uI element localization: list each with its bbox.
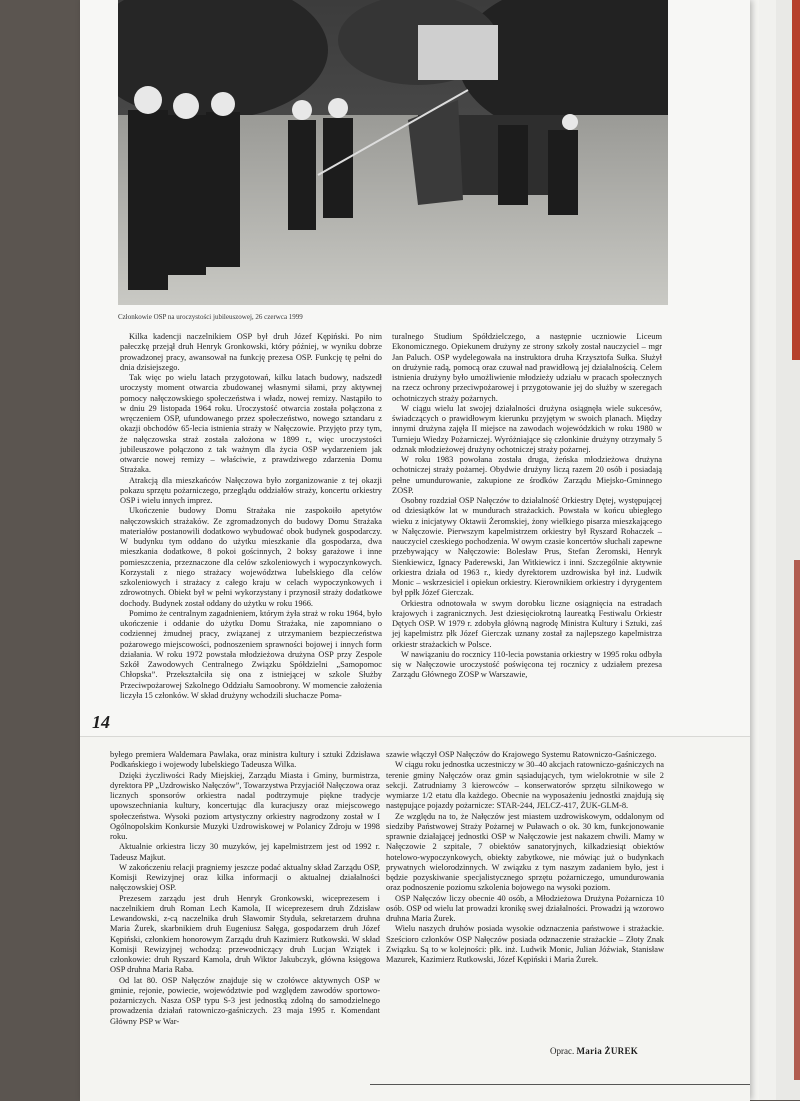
photo-firefighters-ceremony — [118, 0, 668, 305]
paragraph: Ukończenie budowy Domu Strażaka nie zaspokoiło apetytów nałęczowskich strażaków. Ze zgromadzonych do budowy Domu Strażaka materiałów postanowili dodatkowo wybudować obok budynek gospodarczy. W budynku tym oddano do użytku mieszkanie dla gospodarza, dwa mieszkania dodatkowe, 8 pokoi gościnnych, 2 boksy garażowe i inne pomieszczenia, przeznaczone dla celów szkoleniowych i wypoczynkowych. Korzystali z niego strażacy województwa lubelskiego dla celów szkoleniowych i strażacy z całego kraju w celach wypoczynkowych i zdrowotnych. Obiekt był w pełni wykorzystany i przynosił straży dodatkowe dochody. Budynek został oddany do użytku w roku 1966. — [120, 506, 382, 608]
paragraph: turalnego Studium Spółdzielczego, a następnie uczniowie Liceum Ekonomicznego. Opiekunem drużyny ze strony szkoły został nauczyciel – mgr Jan Paluch. OSP wydelegowała na instruktora druha Krzysztofa Sułka. Służył on drużynie radą, pomocą oraz czuwał nad prawidłową jej działalnością. Celem istnienia drużyny było umożliwienie młodzieży udziału w pracach społecznych na rzecz ochrony przeciwpożarowej i przygotowanie jej do służby w szeregach ochotniczych straży pożarnych. — [392, 332, 662, 403]
photo-caption: Członkowie OSP na uroczystości jubileuszowej, 26 czerwca 1999 — [118, 313, 303, 321]
paragraph: W zakończeniu relacji pragniemy jeszcze podać aktualny skład Zarządu OSP, Komisji Rewizyjnej oraz kilka informacji o aktualnej działalności nałęczowskiej OSP. — [110, 862, 380, 893]
text-column-upper-left — [120, 332, 382, 701]
signature-prefix: Oprac. — [550, 1046, 575, 1056]
signature-name: Maria ŻUREK — [576, 1046, 639, 1056]
document-page — [80, 0, 750, 1100]
clipping-upper — [80, 0, 750, 736]
paragraph: byłego premiera Waldemara Pawlaka, oraz ministra kultury i sztuki Zdzisława Podkańskiego i wojewody lubelskiego Tadeusza Wilka. — [110, 750, 380, 770]
paragraph: Aktualnie orkiestra liczy 30 muzyków, jej kapelmistrzem jest od 1992 r. Tadeusz Majkut. — [110, 842, 380, 862]
paragraph: W ciągu wielu lat swojej działalności drużyna osiągnęła wiele sukcesów, świadczących o prawidłowym kierunku przyjętym w swoich planach. Między innymi drużyna zajęła II miejsce na zawodach wojewódzkich w roku 1980 w Turnieju Wiedzy Pożarniczej. Wyróżniające się członkinie drużyny otrzymały 5 odznak młodzieżowej drużyny ochotniczej straży pożarnej. — [392, 403, 662, 454]
photo-illustration — [118, 0, 668, 305]
paragraph: W nawiązaniu do rocznicy 110-lecia powstania orkiestry w 1995 roku odbyła się w Nałęczowie uroczystość poświęcona tej rocznicy z udziałem prezesa Zarządu Głównego ZOSP w Warszawie, — [392, 649, 662, 680]
paragraph: szawie włączył OSP Nałęczów do Krajowego Systemu Ratowniczo-Gaśniczego. — [386, 750, 657, 759]
paragraph: Kilka kadencji naczelnikiem OSP był druh Józef Kępiński. Po nim pałeczkę przejął druh Henryk Gronkowski, który później, w wyniku dobrze prowadzonej pracy, awansował na funkcję prezesa OSP. Funkcję tę pełni do dnia dzisiejszego. — [120, 332, 382, 372]
paragraph: Ze względu na to, że Nałęczów jest miastem uzdrowiskowym, oddalonym od siedziby Państwowej Straży Pożarnej w Puławach o ok. 30 km, funkcjonowanie sprawnie działającej jednostki OSP w Nałęczowie jest nakazem chwili. Mamy w Nałęczowie 2 szpitale, 7 obiektów sanatoryjnych, kilkadziesiąt obiektów hotelowo-wypoczynkowych, obiekty zabytkowe, nie mówiąc już o budynkach prywatnych wielorodzinnych. W związku z tym naszym zadaniem było, jest i będzie pozyskiwanie specjalistycznego sprzętu pożarniczego, umundurowania oraz podnoszenie poziomu szkolenia bojowego na wysoki poziom. — [386, 811, 664, 893]
paragraph: Prezesem zarządu jest druh Henryk Gronkowski, wiceprezesem i naczelnikiem druh Roman Lech Kamola, II wiceprezesem druh Zdzisław Lewandowski, z-cą naczelnika druh Sławomir Styduła, sekretarzem druhna Maria Żurek, skarbnikiem druh Eugeniusz Sałęga, gospodarzem druh Józef Kępiński, członkiem honorowym Zarządu druh Kazimierz Rutkowski. W skład Komisji Rewizyjnej wchodzą: przewodniczący druh Lucjan Wziątek i członkowie: druh Ryszard Kamola, druh Wiktor Jakubczyk, główna księgowa OSP druhna Maria Raba. — [110, 893, 380, 975]
paragraph: W roku 1983 powołana została druga, żeńska młodzieżowa drużyna ochotniczej straży pożarnej. Obydwie drużyny liczą razem 20 osób i posiadają pełne umundurowanie, zakupione ze środków Zarządu Miejsko-Gminnego ZOSP. — [392, 455, 662, 495]
paragraph: Tak więc po wielu latach przygotowań, kilku latach budowy, nadszedł uroczysty moment otwarcia zbudowanej własnymi siłami, przy aktywnej pomocy nałęczowskiego społeczeństwa i władz, nowej remizy. Nastąpiło to w dniu 29 listopada 1964 roku. Uroczystość otwarcia została połączona z wręczeniem OSP, ufundowanego przez społeczeństwo, nowego sztandaru z okazji obchodów 65-lecia istnienia straży w Nałęczowie. Przyjęto przy tym, że nałęczowska straż została założona w 1899 r., więc uroczystości jubileuszowe połączono z tak ważnym dla życia OSP wydarzeniem jak otwarcie nowej remizy – właściwie, z prawdziwego zdarzenia Domu Strażaka. — [120, 373, 382, 475]
red-binder-tab — [792, 0, 800, 360]
text-column-upper-right — [392, 332, 662, 681]
text-column-lower-left — [110, 750, 380, 1027]
paragraph: Dzięki życzliwości Rady Miejskiej, Zarządu Miasta i Gminy, burmistrza, dyrektora PP „Uzdrowisko Nałęczów”, Towarzystwa Przyjaciół Nałęczowa oraz licznych sponsorów orkiestra nadal podtrzymuje piękne tradycje upowszechniania kultury, koncertując dla kuracjuszy oraz miejscowego społeczeństwa. Wysoki poziom artystyczny orkiestry nagrodzony został w I Ogólnopolskim Konkursie Muzyki Uzdrowiskowej w Polanicy Zdroju w 1998 roku. — [110, 770, 380, 841]
paragraph: Pomimo że centralnym zagadnieniem, którym żyła straż w roku 1964, było ukończenie i oddanie do użytku Domu Strażaka, nie zapomniano o codziennej żmudnej pracy, związanej z utrzymaniem bezpieczeństwa pożarowego miejscowości, podnoszeniem sprawności bojowej i innych form działania. W roku 1972 powstała młodzieżowa drużyna OSP przy Zespole Szkół Zawodowych Centralnego Związku Spółdzielni „Samopomoc Chłopska”. Przekształciła się ona z istniejącej w szkole Służby Przeciwpożarowej Szkolnego Oddziału Samoobrony. W momencie założenia liczyła 15 członków. W skład drużyny wchodzili słuchacze Poma- — [120, 608, 382, 700]
paragraph: Atrakcją dla mieszkańców Nałęczowa było zorganizowanie z tej okazji pokazu sprzętu pożarniczego, przeglądu oddziałów straży, koncertu orkiestry OSP i wielu innych imprez. — [120, 475, 382, 505]
paragraph: Osobny rozdział OSP Nałęczów to działalność Orkiestry Dętej, występującej od dziesiątków lat w mundurach strażackich. Powstała w końcu ubiegłego wieku z inicjatywy Oktawii Żeromskiej, żony wielkiego pisarza mieszkającego w Nałęczowie. Pierwszym kapelmistrzem orkiestry był Ryszard Rohaczek – nauczyciel czeskiego pochodzenia. W owym czasie koncertów słuchali zapewne przebywający w Nałęczowie: Bolesław Prus, Stefan Żeromski, Henryk Sienkiewicz, Ignacy Paderewski, Jan Witkiewicz i inni. Szczególnie aktywnie orkiestra działa od 1963 r., kiedy dyrektorem uzdrowiska był inż. Ludwik Monic – wskrzesiciel i opiekun orkiestry. Kierownikiem orkiestry i dyrygentem był ppłk Józef Gierczak. — [392, 496, 662, 598]
paragraph: Orkiestra odnotowała w swym dorobku liczne osiągnięcia na estradach krajowych i zagranicznych. Jest dziesięciokrotną laureatką Festiwalu Orkiestr Dętych OSP. W 1979 r. zdobyła główną nagrodę Ministra Kultury i Sztuki, zaś jej kapelmistrz płk Józef Gierczak uznany został za najlepszego kapelmistrza orkiestr strażackich w Polsce. — [392, 598, 662, 649]
bottom-rule — [370, 1084, 750, 1085]
author-signature — [550, 1046, 638, 1056]
page-number: 14 — [92, 712, 110, 732]
paragraph: OSP Nałęczów liczy obecnie 40 osób, a Młodzieżowa Drużyna Pożarnicza 10 osób. OSP od wielu lat prowadzi kronikę swej działalności. Prowadzi ją wzorowo druhna Maria Żurek. — [386, 893, 664, 923]
red-binder-tab — [794, 560, 800, 1080]
paragraph: Wielu naszych druhów posiada wysokie odznaczenia państwowe i strażackie. Sześcioro członków OSP Nałęczów posiada odznaczenie strażackie – Złoty Znak Związku. Są to w kolejności: płk. inż. Ludwik Monic, Julian Jóźwiak, Stanisław Mazurek, Kazimierz Rutkowski, Józef Kępiński i Maria Żurek. — [386, 924, 664, 964]
text-column-lower-right — [386, 750, 664, 965]
paragraph: Od lat 80. OSP Nałęczów znajduje się w czołówce aktywnych OSP w gminie, rejonie, powiecie, województwie pod względem zawodów sportowo-pożarniczych. Nasza OSP typu S-3 jest jednostką zdolną do samodzielnego prowadzenia działań ratowniczo-gaśniczych. 23 maja 1995 r. Komendant Główny PSP w War- — [110, 975, 380, 1026]
paragraph: W ciągu roku jednostka uczestniczy w 30–40 akcjach ratowniczo-gaśniczych na terenie gminy Nałęczów oraz gmin sąsiadujących, tym wielokrotnie w sile 2 sekcji. Zatrudniamy 3 kierowców – konserwatorów sprzętu silnikowego w wymiarze 1/2 etatu dla każdego. Obecnie na wyposażeniu jednostki znajdują się następujące pojazdy pożarnicze: STAR-244, JELCZ-417, ŻUK-GLM-8. — [386, 760, 664, 811]
